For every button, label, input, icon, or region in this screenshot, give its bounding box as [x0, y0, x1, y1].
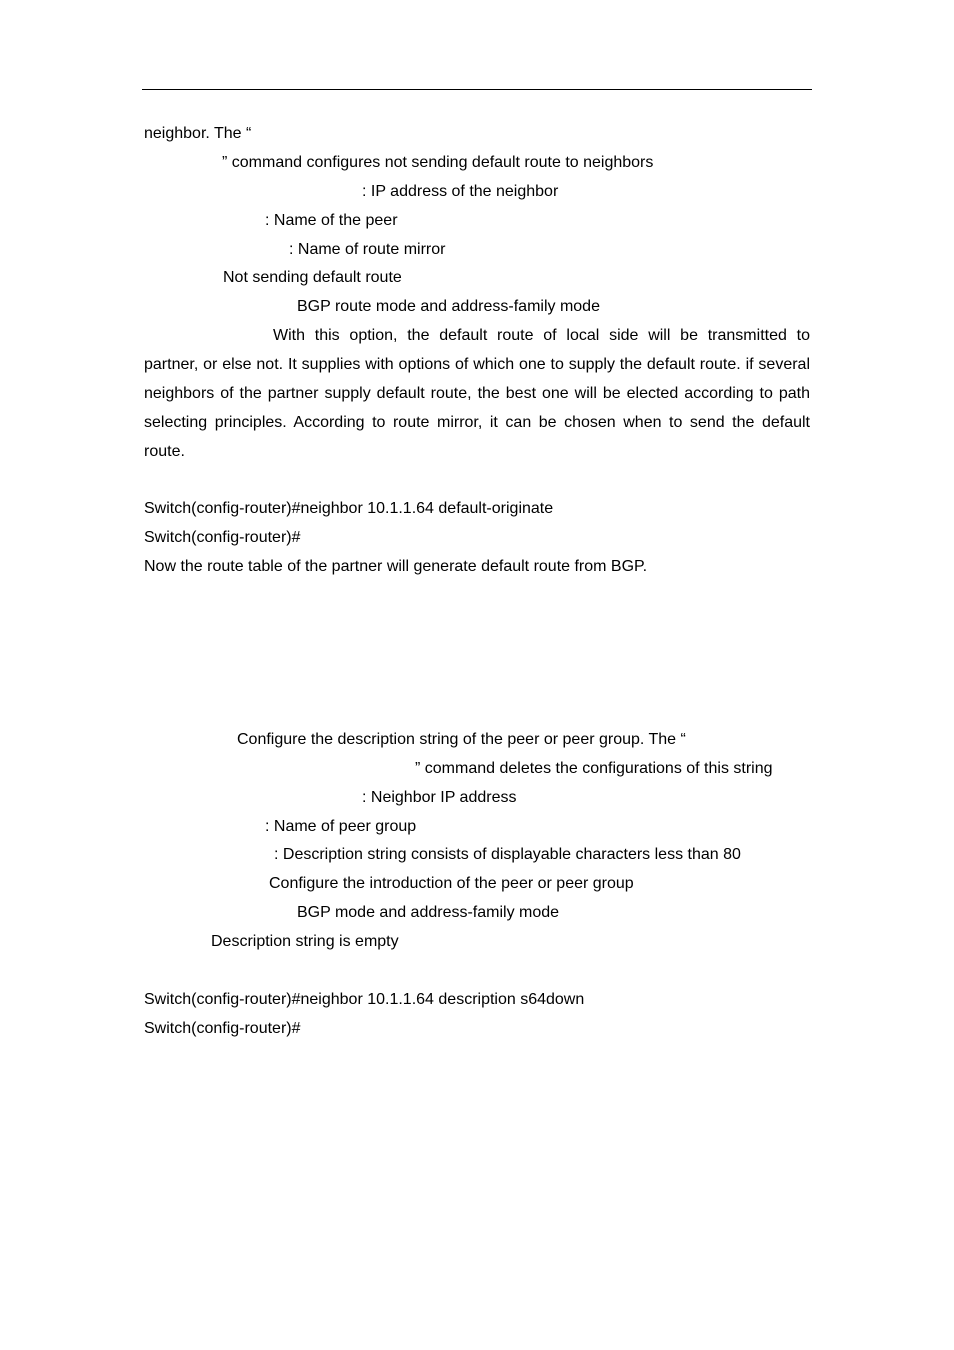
s2-example-cmd1: Switch(config-router)#neighbor 10.1.1.64 description s64down: [144, 991, 585, 1008]
s1-mode: BGP route mode and address-family mode: [297, 298, 600, 315]
s1-default: Not sending default route: [223, 269, 402, 286]
s1-param-mirror: : Name of route mirror: [289, 241, 446, 258]
s1-command-line1: neighbor. The “: [144, 125, 252, 142]
s2-command-line1: Configure the description string of the peer or peer group. The “: [237, 731, 686, 748]
s1-param-ip: : IP address of the neighbor: [362, 183, 559, 200]
s2-param-ip: : Neighbor IP address: [362, 789, 517, 806]
s1-example-cmd1: Switch(config-router)#neighbor 10.1.1.64 default-originate: [144, 500, 554, 517]
s2-default: Description string is empty: [211, 933, 399, 950]
s2-usage: Configure the introduction of the peer or peer group: [269, 875, 634, 892]
s2-example-cmd2: Switch(config-router)#: [144, 1020, 301, 1037]
s1-usage-body: partner, or else not. It supplies with options of which one to supply the default route. if several neighbors of the partner supply default route, the best one will be elected according to path selecting principles. According to route mirror, it can be chosen when to send the default route.: [144, 356, 810, 460]
s1-example-result: Now the route table of the partner will generate default route from BGP.: [144, 558, 648, 575]
header-rule: [142, 89, 812, 90]
s1-example-cmd2: Switch(config-router)#: [144, 529, 301, 546]
s1-param-peer: : Name of the peer: [265, 212, 398, 229]
s2-command-line2: ” command deletes the configurations of this string: [415, 760, 773, 777]
s2-param-desc: : Description string consists of displayable characters less than 80: [274, 846, 741, 863]
s1-usage-first: With this option, the default route of local side will be transmitted to: [273, 327, 810, 344]
s2-param-group: : Name of peer group: [265, 818, 417, 835]
s2-mode: BGP mode and address-family mode: [297, 904, 560, 921]
s1-command-line2: ” command configures not sending default route to neighbors: [222, 154, 654, 171]
